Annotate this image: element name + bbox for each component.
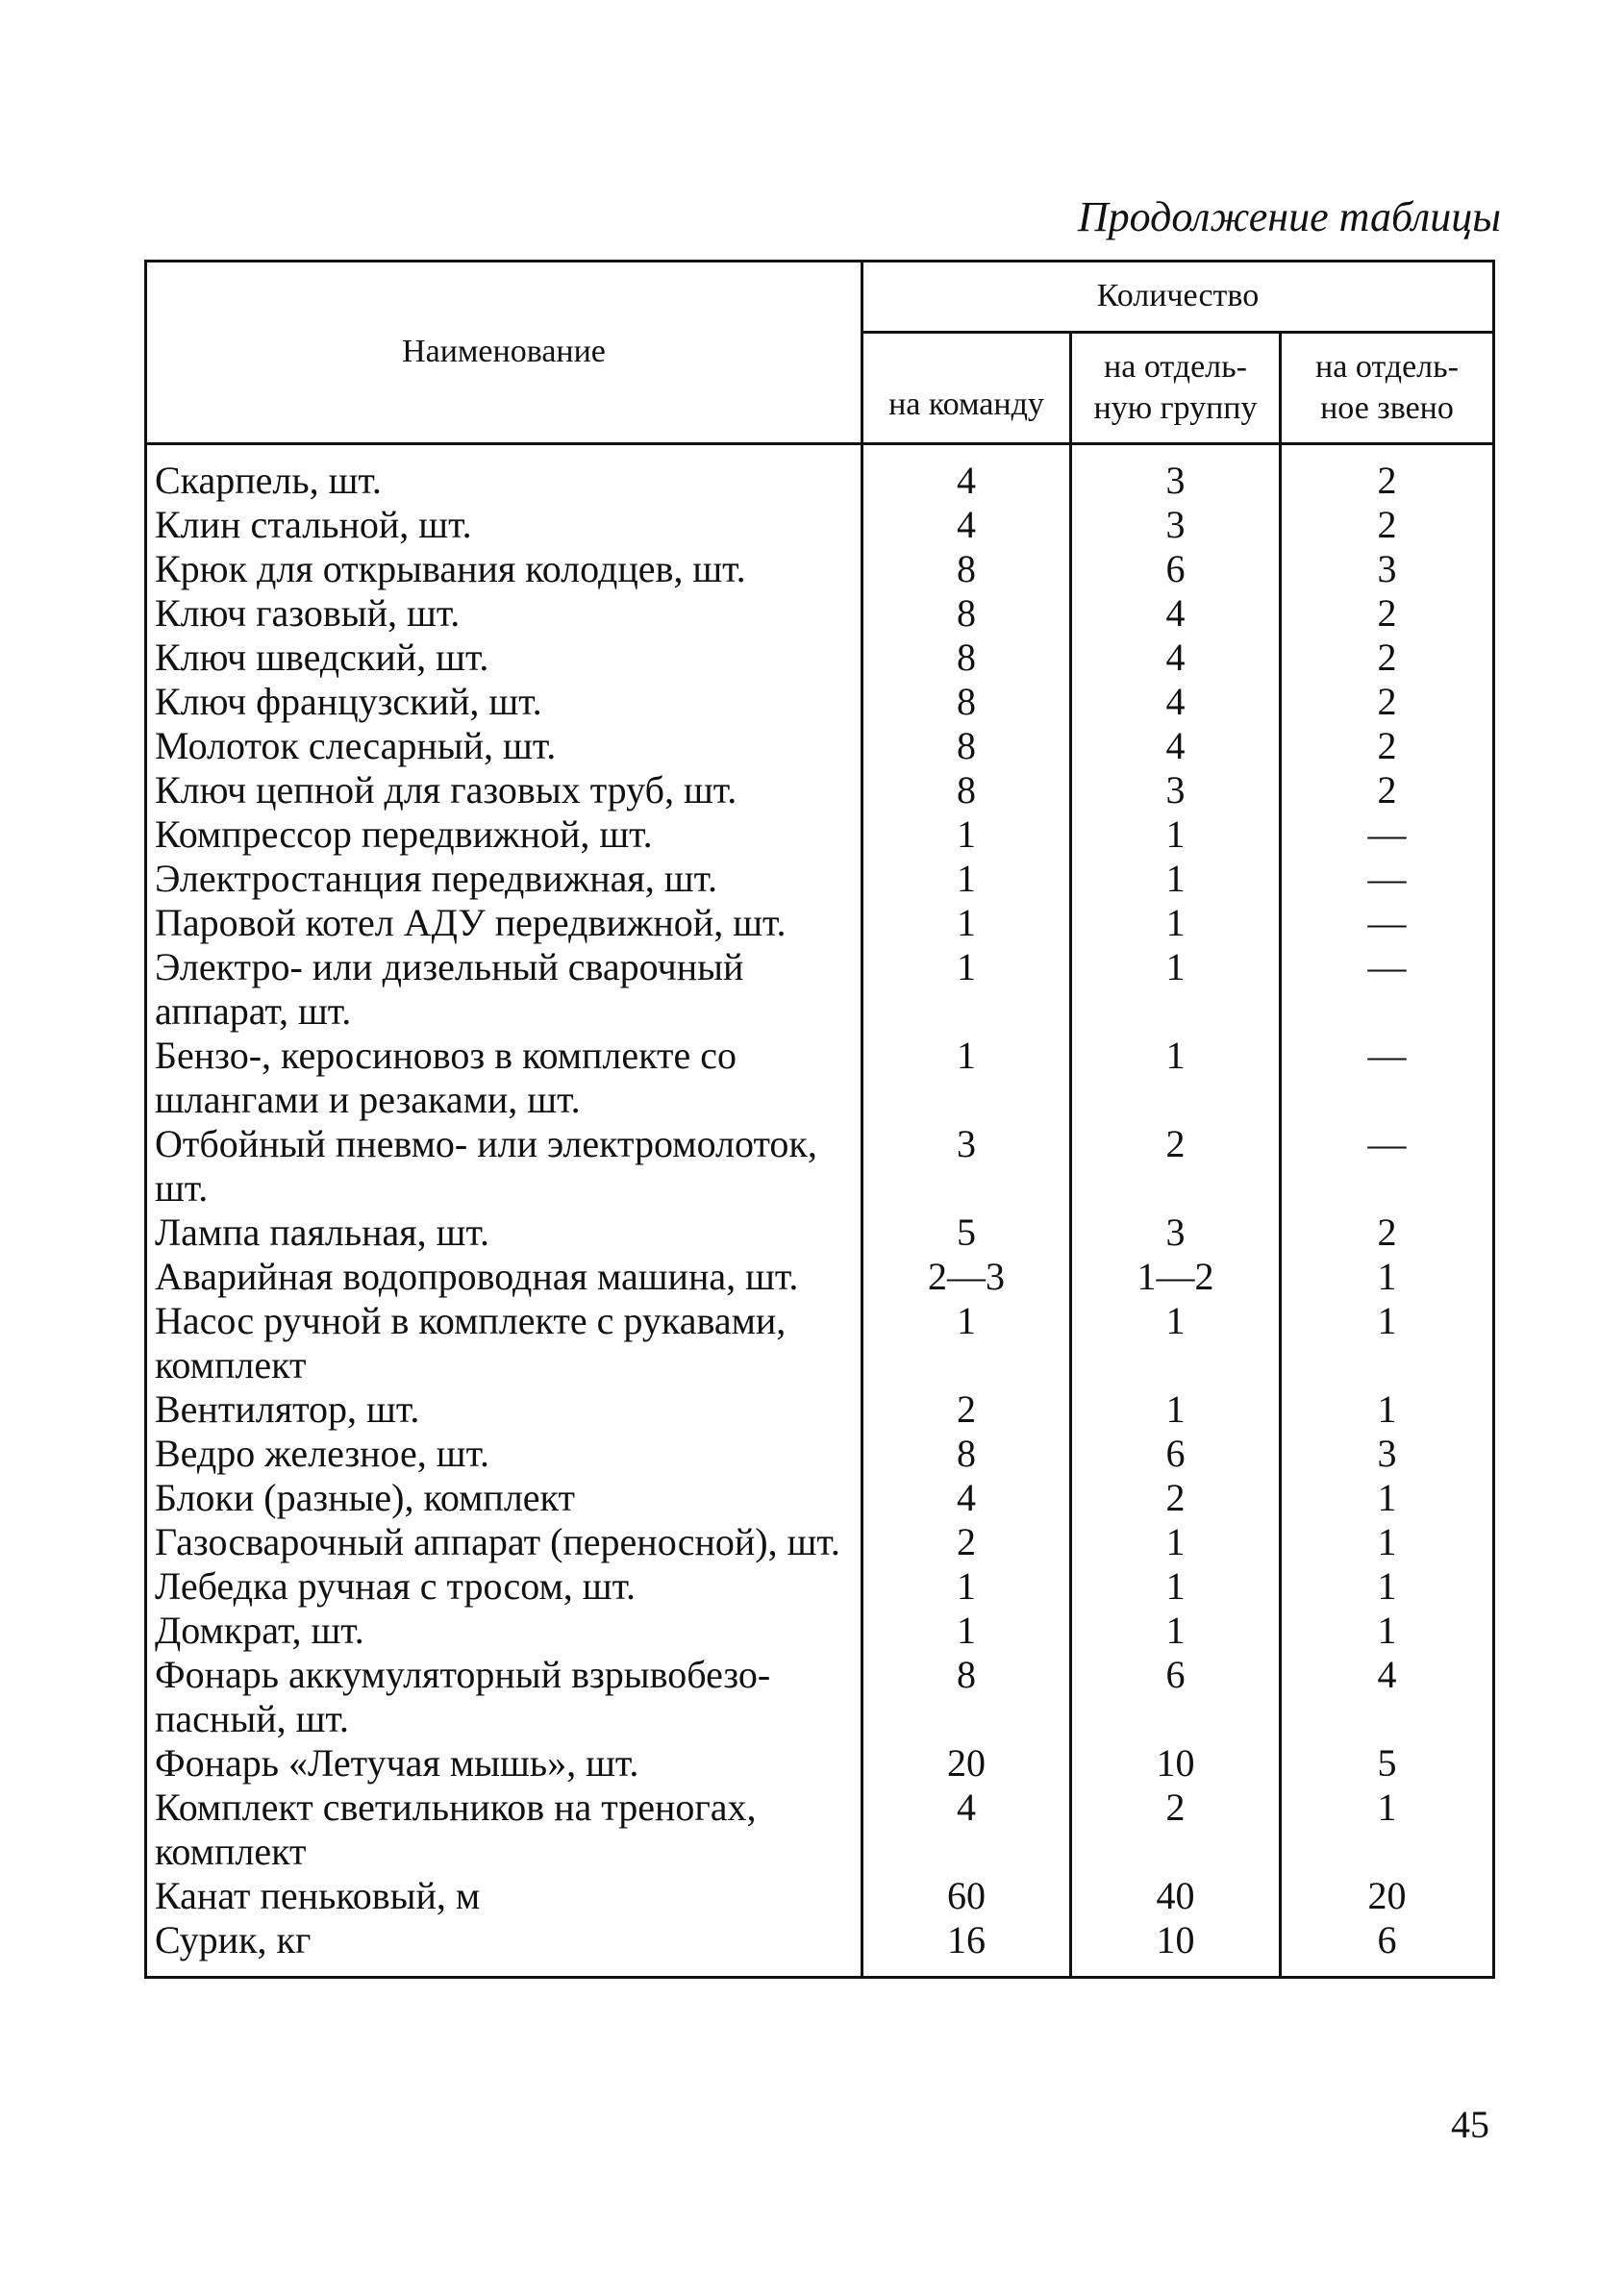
table-row	[146, 1034, 1494, 1122]
cell-team: 1	[862, 1299, 1071, 1387]
cell-link: —	[1281, 857, 1494, 901]
cell-team: 2—3	[862, 1255, 1071, 1299]
equipment-table	[144, 260, 1495, 1979]
cell-team: 1	[862, 901, 1071, 945]
cell-link: —	[1281, 1034, 1494, 1122]
cell-group: 3	[1071, 1211, 1281, 1255]
cell-link: 1	[1281, 1564, 1494, 1609]
cell-group: 2	[1071, 1122, 1281, 1211]
table-row	[146, 444, 1494, 504]
cell-name: Ключ цепной для газовых труб, шт.	[146, 768, 862, 812]
table-row	[146, 680, 1494, 724]
table-row	[146, 1387, 1494, 1432]
cell-group: 4	[1071, 636, 1281, 680]
cell-link: 3	[1281, 1432, 1494, 1476]
cell-link: 4	[1281, 1653, 1494, 1741]
cell-link: 3	[1281, 547, 1494, 591]
table-row	[146, 945, 1494, 1034]
cell-team: 1	[862, 812, 1071, 857]
header-team: на команду	[862, 333, 1071, 444]
cell-team: 1	[862, 1609, 1071, 1653]
table-row	[146, 1211, 1494, 1255]
table-row	[146, 1476, 1494, 1520]
table-row	[146, 1741, 1494, 1786]
cell-link: 2	[1281, 636, 1494, 680]
cell-name: Отбойный пневмо- или электромолоток, шт.	[146, 1122, 862, 1211]
cell-group: 1	[1071, 1564, 1281, 1609]
table-row	[146, 1609, 1494, 1653]
table-row	[146, 1786, 1494, 1874]
cell-name: Компрессор передвижной, шт.	[146, 812, 862, 857]
cell-group: 3	[1071, 768, 1281, 812]
cell-group: 4	[1071, 680, 1281, 724]
cell-link: 1	[1281, 1255, 1494, 1299]
cell-name: Газосварочный аппарат (переносной), шт.	[146, 1520, 862, 1564]
cell-group: 2	[1071, 1476, 1281, 1520]
cell-name: Аварийная водопроводная машина, шт.	[146, 1255, 862, 1299]
cell-team: 4	[862, 1476, 1071, 1520]
page-number: 45	[1451, 2103, 1489, 2146]
cell-team: 8	[862, 1432, 1071, 1476]
header-quantity: Количество	[862, 262, 1494, 333]
cell-name: Ключ газовый, шт.	[146, 591, 862, 636]
cell-link: 1	[1281, 1609, 1494, 1653]
table-row	[146, 768, 1494, 812]
cell-link: 2	[1281, 503, 1494, 547]
table-row	[146, 591, 1494, 636]
cell-team: 8	[862, 680, 1071, 724]
cell-team: 8	[862, 724, 1071, 768]
cell-name: Фонарь «Летучая мышь», шт.	[146, 1741, 862, 1786]
cell-link: 2	[1281, 1211, 1494, 1255]
cell-group: 1	[1071, 1609, 1281, 1653]
cell-name: Лебедка ручная с тросом, шт.	[146, 1564, 862, 1609]
table-row	[146, 1653, 1494, 1741]
cell-group: 6	[1071, 1653, 1281, 1741]
table-row	[146, 901, 1494, 945]
cell-link: —	[1281, 945, 1494, 1034]
cell-name: Ведро железное, шт.	[146, 1432, 862, 1476]
cell-link: 5	[1281, 1741, 1494, 1786]
cell-link: 2	[1281, 680, 1494, 724]
cell-name: Сурик, кг	[146, 1918, 862, 1978]
cell-group: 1	[1071, 857, 1281, 901]
cell-name: Насос ручной в комплекте с рукавами, комплект	[146, 1299, 862, 1387]
cell-group: 3	[1071, 503, 1281, 547]
cell-group: 1	[1071, 1520, 1281, 1564]
cell-name: Лампа паяльная, шт.	[146, 1211, 862, 1255]
cell-group: 6	[1071, 1432, 1281, 1476]
cell-link: 1	[1281, 1476, 1494, 1520]
table-row	[146, 1432, 1494, 1476]
cell-team: 8	[862, 591, 1071, 636]
cell-name: Электростанция передвижная, шт.	[146, 857, 862, 901]
cell-team: 1	[862, 945, 1071, 1034]
cell-group: 10	[1071, 1918, 1281, 1978]
cell-link: 20	[1281, 1874, 1494, 1918]
cell-link: 1	[1281, 1786, 1494, 1874]
cell-group: 1	[1071, 945, 1281, 1034]
cell-team: 3	[862, 1122, 1071, 1211]
cell-group: 1	[1071, 1299, 1281, 1387]
cell-link: —	[1281, 1122, 1494, 1211]
cell-name: Домкрат, шт.	[146, 1609, 862, 1653]
cell-name: Крюк для открывания колодцев, шт.	[146, 547, 862, 591]
cell-group: 4	[1071, 724, 1281, 768]
header-group: на отдель- ную группу	[1071, 333, 1281, 444]
table-row	[146, 1564, 1494, 1609]
cell-link: —	[1281, 901, 1494, 945]
cell-link: 1	[1281, 1520, 1494, 1564]
cell-team: 4	[862, 1786, 1071, 1874]
cell-team: 4	[862, 444, 1071, 504]
cell-name: Электро- или дизельный сварочный аппарат, шт.	[146, 945, 862, 1034]
table-row	[146, 547, 1494, 591]
cell-link: 2	[1281, 724, 1494, 768]
cell-team: 20	[862, 1741, 1071, 1786]
cell-name: Скарпель, шт.	[146, 444, 862, 504]
table-row	[146, 724, 1494, 768]
table-row	[146, 812, 1494, 857]
cell-team: 60	[862, 1874, 1071, 1918]
cell-group: 40	[1071, 1874, 1281, 1918]
cell-team: 1	[862, 1034, 1071, 1122]
cell-name: Вентилятор, шт.	[146, 1387, 862, 1432]
cell-link: 1	[1281, 1299, 1494, 1387]
table-row	[146, 503, 1494, 547]
cell-group: 4	[1071, 591, 1281, 636]
cell-group: 1	[1071, 901, 1281, 945]
table-row	[146, 1520, 1494, 1564]
header-link: на отдель- ное звено	[1281, 333, 1494, 444]
cell-group: 1	[1071, 1034, 1281, 1122]
cell-name: Паровой котел АДУ передвижной, шт.	[146, 901, 862, 945]
cell-link: 6	[1281, 1918, 1494, 1978]
cell-link: 2	[1281, 768, 1494, 812]
cell-team: 1	[862, 1564, 1071, 1609]
table-row	[146, 1299, 1494, 1387]
cell-link: 2	[1281, 444, 1494, 504]
cell-team: 1	[862, 857, 1071, 901]
table-row	[146, 857, 1494, 901]
cell-team: 8	[862, 636, 1071, 680]
cell-team: 4	[862, 503, 1071, 547]
cell-team: 8	[862, 547, 1071, 591]
cell-name: Ключ французский, шт.	[146, 680, 862, 724]
cell-name: Канат пеньковый, м	[146, 1874, 862, 1918]
cell-team: 2	[862, 1520, 1071, 1564]
table-row	[146, 1255, 1494, 1299]
table-continuation-caption: Продолжение таблицы	[1077, 193, 1501, 240]
cell-group: 1—2	[1071, 1255, 1281, 1299]
cell-group: 2	[1071, 1786, 1281, 1874]
cell-link: —	[1281, 812, 1494, 857]
cell-name: Ключ шведский, шт.	[146, 636, 862, 680]
table-row	[146, 1122, 1494, 1211]
cell-group: 1	[1071, 812, 1281, 857]
table-row	[146, 1874, 1494, 1918]
header-name: Наименование	[146, 262, 862, 444]
cell-group: 10	[1071, 1741, 1281, 1786]
cell-group: 3	[1071, 444, 1281, 504]
cell-link: 2	[1281, 591, 1494, 636]
cell-name: Молоток слесарный, шт.	[146, 724, 862, 768]
cell-team: 16	[862, 1918, 1071, 1978]
cell-name: Блоки (разные), комплект	[146, 1476, 862, 1520]
cell-team: 5	[862, 1211, 1071, 1255]
cell-name: Клин стальной, шт.	[146, 503, 862, 547]
cell-team: 8	[862, 1653, 1071, 1741]
cell-team: 2	[862, 1387, 1071, 1432]
table-row	[146, 636, 1494, 680]
cell-group: 6	[1071, 547, 1281, 591]
cell-group: 1	[1071, 1387, 1281, 1432]
cell-link: 1	[1281, 1387, 1494, 1432]
cell-name: Фонарь аккумуляторный взрывобезопасный, шт.	[146, 1653, 862, 1741]
table-row	[146, 1918, 1494, 1978]
cell-team: 8	[862, 768, 1071, 812]
cell-name: Бензо-, керосиновоз в комплекте со шлангами и резаками, шт.	[146, 1034, 862, 1122]
cell-name: Комплект светильников на треногах, комплект	[146, 1786, 862, 1874]
